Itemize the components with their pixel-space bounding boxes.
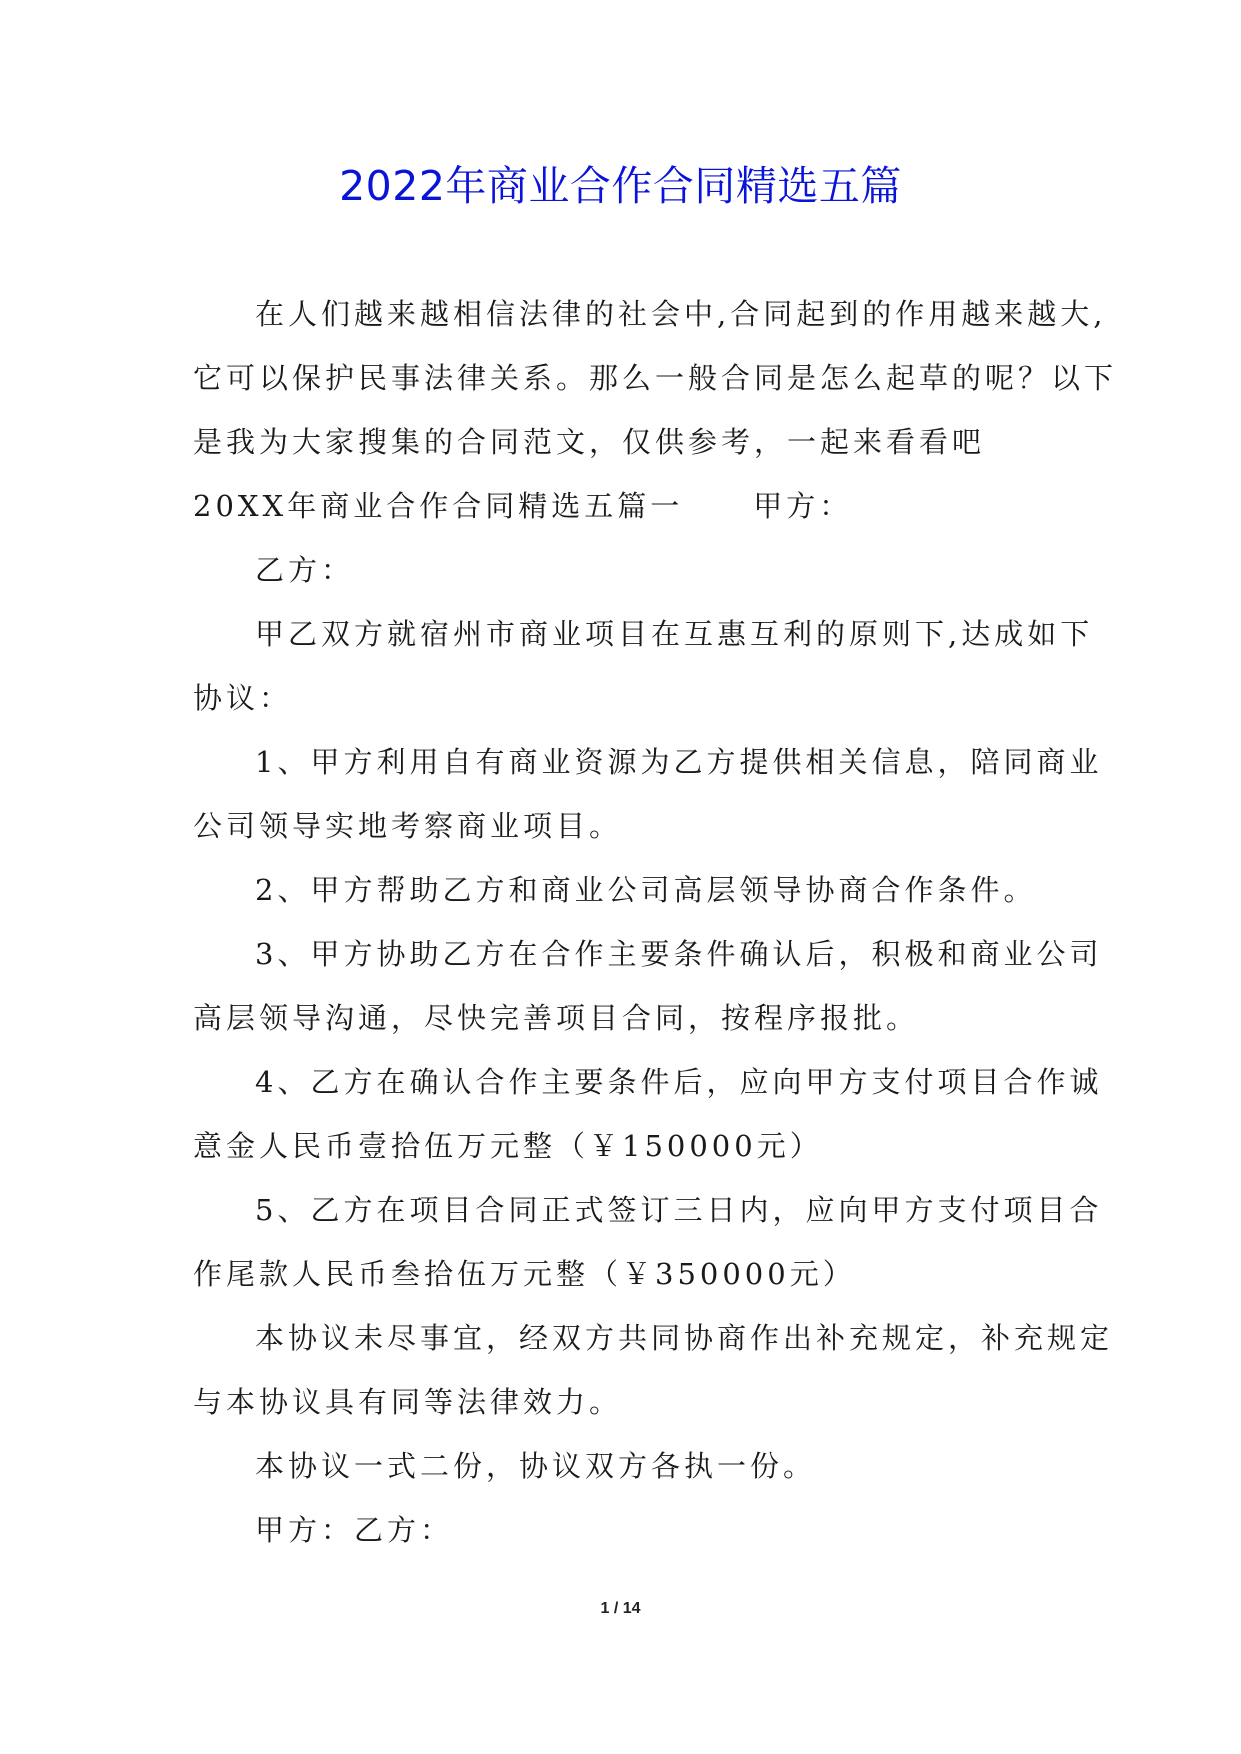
signature-line: 甲方：乙方： [255, 1513, 454, 1547]
party-b-label: 乙方： [255, 553, 355, 587]
clause-4-line-2: 意金人民币壹拾伍万元整（￥150000元） [193, 1129, 823, 1163]
section-heading-line [193, 474, 1053, 538]
document-body [193, 282, 1118, 1562]
clause-1-line-2: 公司领导实地考察商业项目。 [193, 809, 623, 843]
agreement-line-2: 协议： [193, 681, 293, 715]
party-a-label: 甲方： [753, 489, 853, 523]
intro-line-1: 在人们越来越相信法律的社会中,合同起到的作用越来越大, [255, 297, 1107, 331]
clause-5-line-1: 5、乙方在项目合同正式签订三日内，应向甲方支付项目合 [255, 1193, 1103, 1227]
clause-2: 2、甲方帮助乙方和商业公司高层领导协商合作条件。 [255, 873, 1037, 907]
section-heading: 20XX年商业合作合同精选五篇一 [193, 489, 684, 523]
clause-1-line-1: 1、甲方利用自有商业资源为乙方提供相关信息，陪同商业 [255, 745, 1103, 779]
clause-4-line-1: 4、乙方在确认合作主要条件后，应向甲方支付项目合作诚 [255, 1065, 1103, 1099]
copies-clause: 本协议一式二份，协议双方各执一份。 [255, 1449, 817, 1483]
document-title: 2022年商业合作合同精选五篇 [339, 162, 902, 210]
intro-line-3: 是我为大家搜集的合同范文，仅供参考，一起来看看吧 [193, 425, 986, 459]
page-indicator: 1 / 14 [600, 1600, 641, 1617]
clause-3-line-1: 3、甲方协助乙方在合作主要条件确认后，积极和商业公司 [255, 937, 1103, 971]
supplement-line-2: 与本协议具有同等法律效力。 [193, 1385, 623, 1419]
agreement-line-1: 甲乙双方就宿州市商业项目在互惠互利的原则下,达成如下 [255, 617, 1094, 651]
clause-3-line-2: 高层领导沟通，尽快完善项目合同，按程序报批。 [193, 1001, 920, 1035]
supplement-line-1: 本协议未尽事宜，经双方共同协商作出补充规定，补充规定 [255, 1321, 1114, 1355]
intro-line-2: 它可以保护民事法律关系。那么一般合同是怎么起草的呢？以下 [193, 361, 1118, 395]
clause-5-line-2: 作尾款人民币叁拾伍万元整（￥350000元） [193, 1257, 856, 1291]
